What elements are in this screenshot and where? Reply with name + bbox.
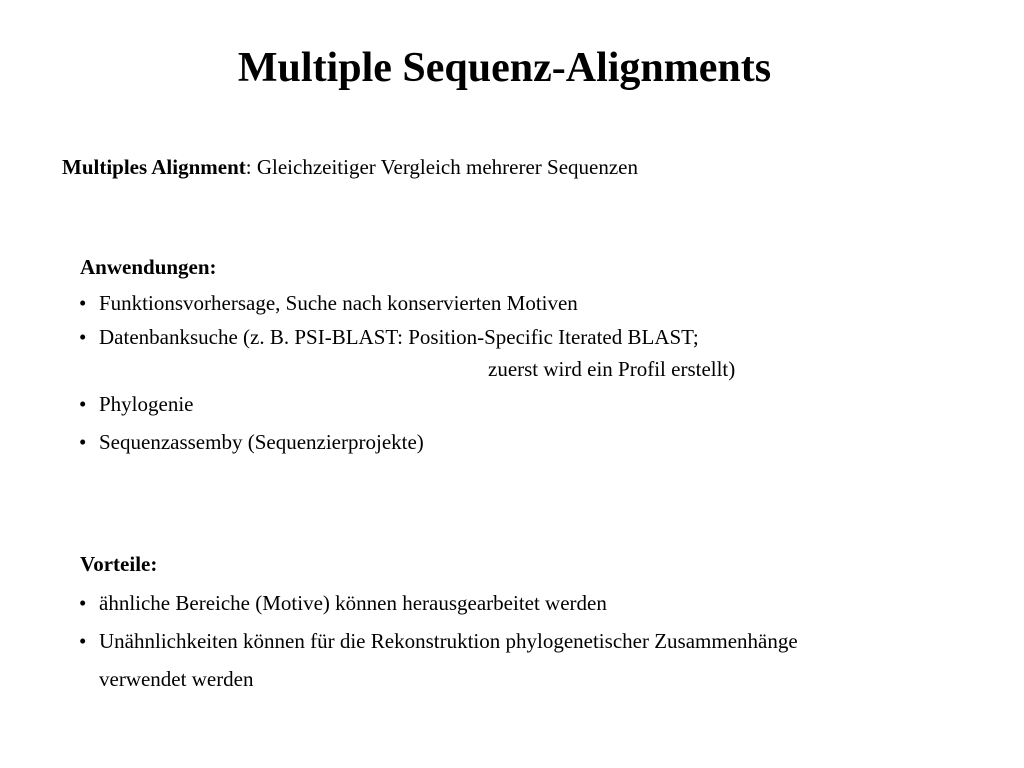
applications-heading: Anwendungen: (80, 255, 217, 279)
bullet: • (79, 629, 87, 653)
intro-line (62, 153, 638, 181)
advantages-heading: Vorteile: (80, 552, 158, 576)
applications-item-continuation: zuerst wird ein Profil erstellt) (488, 357, 736, 381)
applications-item-text: Sequenzassemby (Sequenzierprojekte) (99, 430, 424, 454)
slide-title: Multiple Sequenz-Alignments (237, 45, 772, 91)
applications-item-text: Phylogenie (99, 392, 194, 416)
advantages-item-text: Unähnlichkeiten können für die Rekonstruktion phylogenetischer Zusammenhänge (99, 629, 798, 653)
bullet: • (79, 325, 87, 349)
bullet: • (79, 430, 87, 454)
applications-item-text: Datenbanksuche (z. B. PSI-BLAST: Position-Specific Iterated BLAST; (99, 325, 699, 349)
intro-definition: : Gleichzeitiger Vergleich mehrerer Sequenzen (245, 155, 638, 179)
applications-item-text: Funktionsvorhersage, Suche nach konservierten Motiven (99, 291, 578, 315)
advantages-item-text: ähnliche Bereiche (Motive) können herausgearbeitet werden (99, 591, 607, 615)
bullet: • (79, 392, 87, 416)
bullet: • (79, 591, 87, 615)
bullet: • (79, 291, 87, 315)
intro-term: Multiples Alignment (62, 155, 246, 179)
advantages-item-continuation: verwendet werden (99, 667, 254, 691)
